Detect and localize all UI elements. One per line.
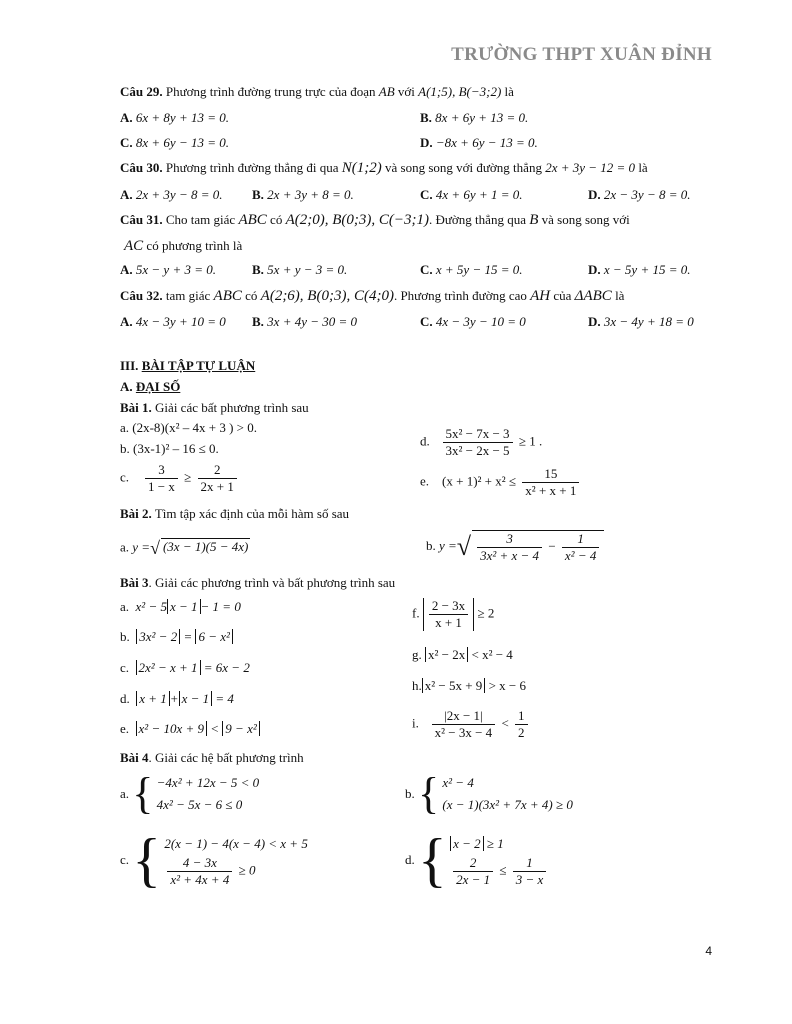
ex1-e: e. (x + 1)² + x² ≤ $\frac{15}{\text{x² + x + 1}}$ bbox=[420, 466, 582, 499]
option-b: B. 8x + 6y + 13 = 0. bbox=[420, 110, 529, 125]
option-d: D. 3x − 4y + 18 = 0 bbox=[588, 314, 694, 329]
ex3-e: e. x² − 10x + 9 < 9 − x² bbox=[120, 721, 260, 737]
ex1-c: c. $\frac{3}{1 - x}$ ≥ $\frac{2}{2x + 1}$ bbox=[120, 462, 240, 495]
question-30 bbox=[120, 160, 648, 177]
ex3-h: h. x² − 5x + 9 > x − 6 bbox=[412, 678, 526, 693]
math: AB bbox=[378, 84, 395, 99]
ex3-c: c. 2x² − x + 1 = 6x − 2 bbox=[120, 660, 250, 675]
question-text: tam giác bbox=[165, 288, 211, 303]
ex3-d: d. x + 1 + x − 1 = 4 bbox=[120, 691, 234, 706]
math: AH bbox=[530, 288, 551, 304]
ex3-f: f. $\frac{2 - 3x}{x + 1}$ ≥ 2 bbox=[412, 598, 495, 630]
math: A(1;5), B(−3;2) bbox=[418, 84, 502, 99]
question-text: Phương trình đường trung trực của đoạn bbox=[165, 84, 376, 99]
section-heading: III. BÀI TẬP TỰ LUẬN bbox=[120, 358, 256, 373]
option-a: A. 6x + 8y + 13 = 0. bbox=[120, 110, 229, 125]
question-29 bbox=[120, 84, 514, 100]
ex1-b: b. (3x-1)² – 16 ≤ 0. bbox=[120, 441, 219, 456]
math: A(2;6), B(0;3), C(4;0) bbox=[260, 288, 394, 304]
question-text: là bbox=[615, 288, 625, 303]
ex4-d: d. { x − 2 ≥ 1 $\frac{2}{2x - 1}$ ≤ $\frac{1}{3 - x}$ bbox=[405, 830, 549, 890]
math: ABC bbox=[213, 288, 242, 304]
question-text: . Phương trình đường cao bbox=[393, 288, 527, 303]
math: A(2;0), B(0;3), C(−3;1) bbox=[285, 212, 429, 228]
page-header: TRƯỜNG THPT XUÂN ĐỈNH bbox=[451, 44, 712, 65]
question-text: Cho tam giác bbox=[165, 212, 236, 227]
math: N(1;2) bbox=[341, 160, 382, 176]
exercise-3-title: Bài 3. Giải các phương trình và bất phương trình sau bbox=[120, 575, 396, 590]
option-b: B. 3x + 4y − 30 = 0 bbox=[252, 314, 358, 329]
ex2-b: b. y =√ $\frac{3}{\text{3x² + x − 4}}$ − $\frac{1}{\text{x² − 4}}$ bbox=[426, 530, 604, 564]
ex4-a: a. { −4x² + 12x − 5 < 0 4x² − 5x − 6 ≤ 0 bbox=[120, 769, 260, 818]
ex4-b: b. { x² − 4 (x − 1)(3x² + 7x + 4) ≥ 0 bbox=[405, 769, 573, 818]
math: B bbox=[529, 212, 539, 228]
math: ΔABC bbox=[574, 288, 612, 304]
ex3-b: b. 3x² − 2 = 6 − x² bbox=[120, 629, 233, 645]
ex3-i: i. $\frac{|2x - 1|}{\text{x² − 3x − 4}}$ < $\frac{1}{2}$ bbox=[412, 708, 531, 741]
question-31-cont bbox=[124, 238, 242, 255]
ex1-a: a. (2x-8)(x² – 4x + 3 ) > 0. bbox=[120, 420, 257, 435]
question-label: Câu 30. bbox=[120, 160, 163, 175]
page-number: 4 bbox=[705, 944, 712, 958]
question-text: là bbox=[504, 84, 514, 99]
ex3-g: g. x² − 2x < x² − 4 bbox=[412, 647, 513, 662]
question-label: Câu 31. bbox=[120, 212, 163, 227]
option-d: D. 2x − 3y − 8 = 0. bbox=[588, 187, 691, 202]
option-d: D. −8x + 6y − 13 = 0. bbox=[420, 135, 538, 150]
question-text: có bbox=[245, 288, 258, 303]
option-b: B. 5x + y − 3 = 0. bbox=[252, 262, 348, 277]
ex1-d: d. $\frac{\text{5x² − 7x − 3}}{\text{3x² − 2x − 5}}$ ≥ 1 . bbox=[420, 426, 543, 458]
option-c: C. 4x − 3y − 10 = 0 bbox=[420, 314, 526, 329]
exercise-2-title: Bài 2. Tìm tập xác định của mỗi hàm số sau bbox=[120, 506, 350, 521]
question-text: là bbox=[638, 160, 648, 175]
question-text: có phương trình là bbox=[146, 238, 243, 253]
option-c: C. x + 5y − 15 = 0. bbox=[420, 262, 523, 277]
option-b: B. 2x + 3y + 8 = 0. bbox=[252, 187, 354, 202]
option-a: A. 4x − 3y + 10 = 0 bbox=[120, 314, 226, 329]
subsection-heading: A. ĐẠI SỐ bbox=[120, 379, 181, 394]
math: 2x + 3y − 12 = 0 bbox=[545, 160, 636, 175]
math: ABC bbox=[238, 212, 267, 228]
question-text: có bbox=[270, 212, 283, 227]
exercise-1-title: Bài 1. Giải các bất phương trình sau bbox=[120, 400, 309, 415]
question-text: của bbox=[553, 288, 572, 303]
question-text: và song song với bbox=[541, 212, 630, 227]
option-a: A. 5x − y + 3 = 0. bbox=[120, 262, 216, 277]
question-32 bbox=[120, 288, 624, 305]
option-c: C. 8x + 6y − 13 = 0. bbox=[120, 135, 229, 150]
option-c: C. 4x + 6y + 1 = 0. bbox=[420, 187, 523, 202]
question-label: Câu 32. bbox=[120, 288, 163, 303]
question-text: Phương trình đường thẳng đi qua bbox=[165, 160, 339, 175]
question-text: với bbox=[397, 84, 415, 99]
option-d: D. x − 5y + 15 = 0. bbox=[588, 262, 691, 277]
math: AC bbox=[124, 238, 144, 254]
question-31 bbox=[120, 212, 630, 229]
question-text: . Đường thẳng qua bbox=[429, 212, 526, 227]
option-a: A. 2x + 3y − 8 = 0. bbox=[120, 187, 223, 202]
ex4-c: c. { 2(x − 1) − 4(x − 4) < x + 5 $\frac{4 - 3x}{\text{x² + 4x + 4}}$ ≥ 0 bbox=[120, 827, 308, 893]
question-text: và song song với đường thẳng bbox=[385, 160, 542, 175]
ex2-a: a. y =√ (3x − 1)(5 − 4x) bbox=[120, 538, 249, 558]
ex3-a: a. x² − 5 x − 1 − 1 = 0 bbox=[120, 599, 241, 614]
question-label: Câu 29. bbox=[120, 84, 163, 99]
exercise-4-title: Bài 4. Giải các hệ bất phương trình bbox=[120, 750, 304, 765]
